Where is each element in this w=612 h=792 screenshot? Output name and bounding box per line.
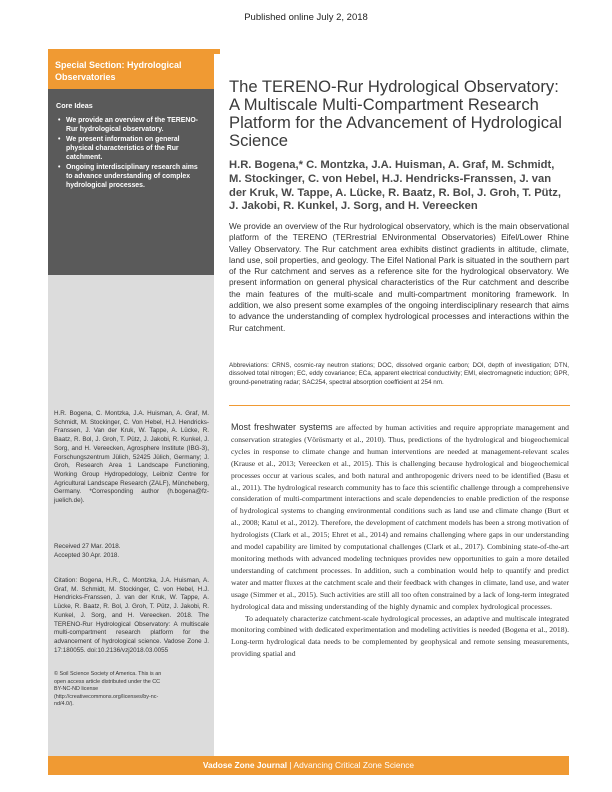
sidebar bbox=[48, 49, 214, 756]
published-date: Published online July 2, 2018 bbox=[244, 12, 368, 23]
core-ideas-title: Core Ideas bbox=[56, 101, 93, 110]
received-date: Received 27 Mar. 2018. bbox=[54, 543, 121, 550]
core-idea-item: • Ongoing interdisciplinary research aims to advance understanding of complex hydrological processes. bbox=[66, 163, 206, 190]
body-paragraph: To adequately characterize catchment-scale hydrological processes, an adaptive and multiscale integrated monitoring combined with dedicated experimentation and modeling activities is needed (Bogena et al., 2018). Long-term hydrological data needs to be complemented by geophysical and remote sensing measurements, providing spatial and bbox=[231, 613, 569, 659]
article-abstract: We provide an overview of the Rur hydrological observatory, which is the main observational platform of the TERENO (TERrestrial ENvironmental Observatories) Eifel/Lower Rhine Valley Observatory. The Rur catchment area exhibits distinct gradients in altitude, climate, land use, soil properties, and geology. The Eifel National Park is situated in the southern part of the Rur catchment and serves as a reference site for the hydrological observatory. We present information on general physical characteristics of the Rur catchment and describe the main features of the multi-scale and multi-compartment monitoring framework. In addition, we also present some examples of the ongoing interdisciplinary research that aims to advance the understanding of complex hydrological processes and interactions within the Rur catchment. bbox=[229, 221, 569, 333]
title-accent-bar bbox=[214, 49, 220, 54]
citation-text: Citation: Bogena, H.R., C. Montzka, J.A. Huisman, A. Graf, M. Schmidt, M. Stockinger, C. von Hebel, H.J. Hendricks-Franssen, J. van der Kruk, W. Tappe, A. Lücke, R. Baatz, R. Bol, J. Groh, T. Pütz, J. Jakobi, R. Kunkel, J. Sorg, and H. Vereecken. 2018. The TERENO-Rur Hydrological Observatory: A multiscale multi-compartment research platform for the advancement of hydrological science. Vadose Zone J. 17:180055. doi:10.2136/vzj2018.03.0055 bbox=[54, 577, 209, 654]
body-paragraph bbox=[231, 422, 569, 613]
copyright-notice: © Soil Science Society of America. This is an open access article distributed under the CC BY-NC-ND license (http://creativecommons.org/licenses/by-nc-nd/4.0/). bbox=[54, 671, 162, 708]
core-ideas-box bbox=[48, 89, 214, 275]
core-ideas-list bbox=[56, 116, 206, 190]
section-divider bbox=[229, 405, 570, 406]
paragraph-text: are affected by human activities and require appropriate management and conservation strategies (Vörösmarty et al., 2010). Thus, predictions of the hydrological and biogeochemical cycles in response to climate change and human interventions are needed at management-relevant scales (Krause et al., 2013; Vereecken et al., 2015). This is challenging because hydrological and biogeochemical processes occur at various scales, and both natural and anthropogenic drivers need to be identified (Basu et al., 2011). The hydrological research community has to face this scientific challenge through a comprehensive consideration of multi-compartment interactions and scale dependencies to enable prediction of the response of hydrological systems to changing environmental conditions such as land use and climate change (Burt et al., 2008; Katul et al., 2012). Therefore, the development of catchment models has been a strong motivation of hydrologists (Clark et al., 2015; Ehret et al., 2014) and remains challenging where gaps in our understanding and model capability are limited by computational challenges (Clark et al., 2017). Combining state-of-the-art monitoring methods with advanced modeling techniques provides new opportunities to gain a more detailed understanding of catchment processes. In addition, such a combination would help to quantify and predict water and matter fluxes at the catchment scale and their feedback with changes in climate, land use, and water usage (Simmer et al., 2015). Such activities are still all too often constrained by a lack of long-term integrated hydrological data and missing understanding of the highly dynamic and complex hydrological processes. bbox=[231, 423, 569, 611]
footer-separator: | bbox=[287, 760, 294, 770]
journal-tagline: Advancing Critical Zone Science bbox=[293, 760, 415, 770]
affiliation-text: H.R. Bogena, C. Montzka, J.A. Huisman, A. Graf, M. Schmidt, M. Stockinger, C. Von Hebel, H.J. Hendricks-Franssen, J. Van der Kruk, W. Tappe, A. Lücke, R. Baatz, R. Bol, J. Groh, T. Pütz, J. Jakobi, R. Kunkel, J. Sorg, and H. Vereecken, Agrosphere Institute (IBG-3), Forschungszentrum Jülich, 52425 Jülich, Germany; J. Groh, Research Area 1 Landscape Functioning, Working Group Hydropedology, Leibniz Centre for Agricultural Landscape Research (ZALF), Müncheberg, Germany. *Corresponding author (h.bogena@fz-juelich.de). bbox=[54, 410, 209, 505]
article-title: The TERENO-Rur Hydrological Observatory: A Multiscale Multi-Compartment Research Platform for the Advancement of Hydrological Science bbox=[229, 77, 562, 150]
accepted-date: Accepted 30 Apr. 2018. bbox=[54, 552, 120, 559]
article-body bbox=[231, 422, 569, 660]
lead-in: Most freshwater systems bbox=[231, 422, 333, 432]
abbreviations: Abbreviations: CRNS, cosmic-ray neutron stations; DOC, dissolved organic carbon; DOI, depth of investigation; DTN, dissolved total nitrogen; EC, eddy covariance; ECa, apparent electrical conductivity; EMI, electromagnetic induction; GPR, ground-penetrating radar; SAC254, spectral absorption coefficient at 254 nm. bbox=[229, 362, 569, 386]
core-idea-item: • We present information on general physical characteristics of the Rur catchment. bbox=[66, 135, 206, 162]
article-authors: H.R. Bogena,* C. Montzka, J.A. Huisman, A. Graf, M. Schmidt, M. Stockinger, C. von Hebel, H.J. Hendricks-Franssen, J. van der Kruk, W. Tappe, A. Lücke, R. Baatz, R. Bol, J. Groh, T. Pütz, J. Jakobi, R. Kunkel, J. Sorg, and H. Vereecken bbox=[229, 159, 561, 213]
journal-footer bbox=[48, 756, 569, 775]
special-section-label: Special Section: Hydrological Observatories bbox=[48, 49, 214, 89]
core-idea-item: • We provide an overview of the TERENO-Rur hydrological observatory. bbox=[66, 116, 206, 134]
journal-name: Vadose Zone Journal bbox=[202, 760, 288, 770]
